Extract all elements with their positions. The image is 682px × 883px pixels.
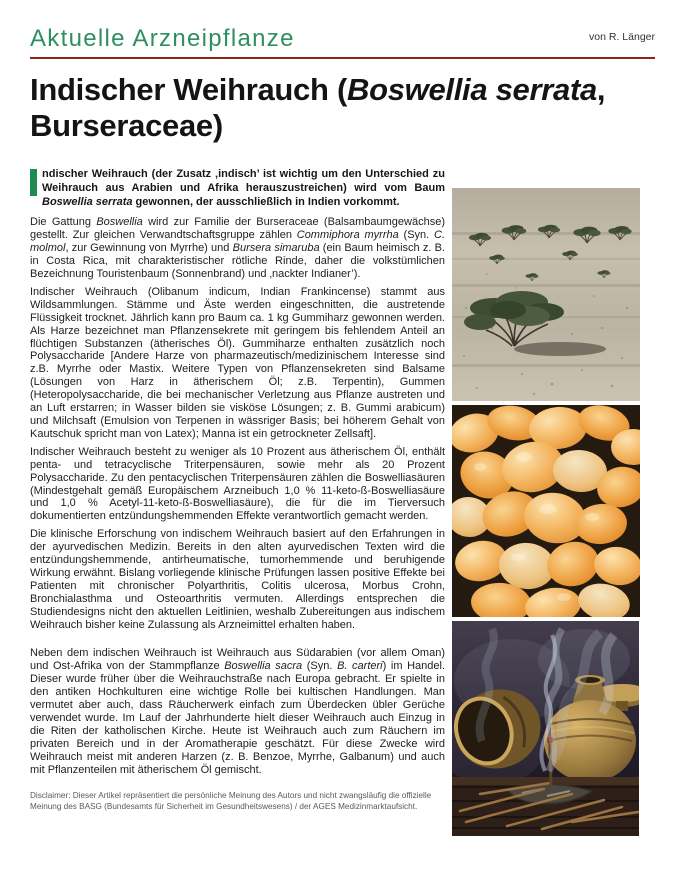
photo-incense-burning — [452, 621, 640, 836]
paragraph-clinical-research: Die klinische Erforschung von indischem Weihrauch basiert auf den Erfahrungen in der ayurvedischen Medizin. Bereits in den alten ayurvedischen Texten wird die entzündungshemmende, antirheumatische, tumorhemmende und beruhigende Wirkung erwähnt. Bislang vorliegende klinische Prüfungen lassen positive Effekte bei Patienten mit chronischer Polyarthritis, Colitis ulcerosa, Morbus Crohn, Bronchialasthma und Osteoarthritis vermuten. Allerdings entsprechen die Studiendesigns nicht den aktuellen Leitlinien, weshalb Zubereitungen aus indischem Weihrauch bisher keine Zulassung als Arzneimittel erhalten haben. — [30, 528, 445, 631]
disclaimer-text: Disclaimer: Dieser Artikel repräsentiert die persönliche Meinung des Autors und nicht zwangsläufig die offizielle Meinung des BASG (Bundesamts für Sicherheit im Gesundheitswesens) / der AGES Medizinmarktaufsicht. — [30, 790, 432, 811]
paragraph-arabian-frankincense: Neben dem indischen Weihrauch ist Weihrauch aus Südarabien (vor allem Oman) und Ost-Afrika von der Stammpflanze Boswellia sacra (Syn. B. carteri) im Handel. Dieser wurde früher über die Weihrauchstraße nach Europa gebracht. Er spielte in den antiken Hochkulturen eine wichtige Rolle bei kultischen Handlungen. Man vermutet aber auch, dass Räucherwerk einfach zum Überdecken übler Gerüche verwendet wurde. Im Lauf der Jahrhunderte hielt dieser Weihrauch auch Einzug in die Riten der katholischen Kirche. Heute ist Weihrauch auch zum Räuchern im privaten Bereich und in der Aromatherapie geschätzt. Für diese Zwecke wird Weihrauch meist mit anderen Harzen (z. B. Benzoe, Myrrhe, Galbanum) und auch mit Pflanzenteilen mit ätherischem Öl gemischt. — [30, 647, 446, 776]
paragraph-constituents: Indischer Weihrauch besteht zu weniger als 10 Prozent aus ätherischem Öl, enthält penta- und tetracyclische Triterpensäuren, sowie mehr als 20 Prozent Polysaccharide. Zu den pentacyclischen Triterpensäuren zählen die Boswelliasäuren (Mindestgehalt gemäß Europäischem Arzneibuch 1,0 % 11-keto-ß-Boswelliasäure und 1,0 % Acetyl-11-keto-ß-Boswelliasäure), die für die im Tierversuch dokumentierten entzündungshemmenden Effekte verantwortlich gemacht werden. — [30, 445, 445, 523]
intro-text: ndischer Weihrauch (der Zusatz ‚indisch’ ist wichtig um den Unterschied zu Weihrauch aus Arabien und Afrika herauszustreichen) wird vom Baum Boswellia serrata gewonnen, der ausschließlich in Indien vorkommt. — [42, 168, 445, 208]
article-title: Indischer Weihrauch (Boswellia serrata, Burseraceae) — [30, 72, 606, 143]
intro-paragraph — [30, 168, 445, 209]
author-byline: von R. Länger — [589, 31, 655, 43]
paragraph-genus: Die Gattung Boswellia wird zur Familie der Burseraceae (Balsambaumgewächse) gestellt. Zur gleichen Verwandtschaftsgruppe zählen Commiphora myrrha (Syn. C. molmol, zur Gewinnung von Myrrhe) und Bursera simaruba (ein Baum heimisch z. B. in Costa Rica, mit charakteristischer rötliche Rinde, daher die volkstümlichen Bezeichnung Touristenbaum (Sonnenbrand) und ‚nackter Indianer’). — [30, 216, 445, 281]
photo-frankincense-resin — [452, 405, 640, 617]
dropcap-bar — [30, 169, 37, 196]
header-rule — [30, 57, 655, 59]
article-body — [30, 168, 445, 812]
photo-column — [452, 188, 640, 840]
section-kicker: Aktuelle Arzneipflanze — [30, 25, 295, 52]
paragraph-harvest-resins: Indischer Weihrauch (Olibanum indicum, Indian Frankincense) stammt aus Wildsammlungen. Stämme und Äste werden eingeschnitten, die austretende Flüssigkeit trocknet. Jährlich kann pro Baum ca. 1 kg Gummiharz gewonnen werden. Als Harze bezeichnet man Pflanzensekrete mit geringem bis fehlendem Anteil an flüchtigen Substanzen (ätherisches Öl). Gummiharze enthalten zusätzlich noch Polysaccharide [Andere Harze von pharmazeutisch/medizinischem Interesse sind z.B. Myrrhe oder Mastix. Weitere Typen von Pflanzensekreten sind Balsame (Lösungen von Harz in ätherischem Öl; z.B. Terpentin), Gummen (Heteropolysaccharide, die bei mechanischer Verletzung aus Pflanze austreten und an Luft erstarren; in Wasser bilden sie visköse Lösungen; z. B. Gummi arabicum) und Milchsaft (Emulsion von Terpenen in wässriger Basis; bei höherem Gehalt von Kautschuk spricht man von Latex); Manna ist ein getrockneter Zellsaft]. — [30, 285, 445, 440]
photo-boswellia-trees — [452, 188, 640, 401]
